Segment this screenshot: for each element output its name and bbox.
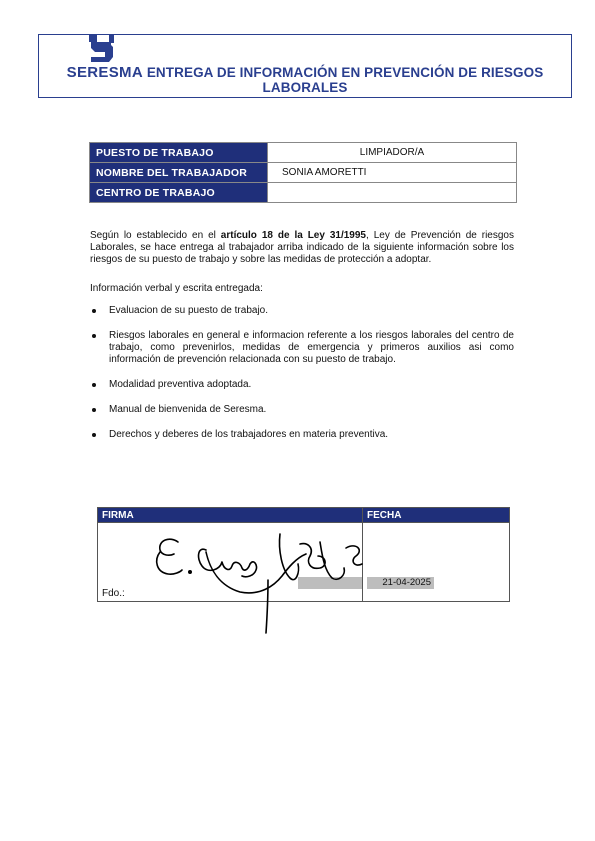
- paragraph-text: Según lo establecido en el: [90, 230, 221, 241]
- fecha-header: FECHA: [363, 508, 510, 523]
- seresma-logo-icon: [89, 35, 115, 63]
- fdo-label: Fdo.:: [102, 588, 125, 599]
- law-reference: artículo 18 de la Ley 31/1995: [220, 230, 366, 241]
- row-label: CENTRO DE TRABAJO: [90, 183, 268, 203]
- row-value: LIMPIADOR/A: [268, 143, 517, 163]
- table-row: [90, 183, 517, 203]
- signature-table: [97, 507, 510, 602]
- signature-cell: [98, 523, 363, 602]
- row-label: NOMBRE DEL TRABAJADOR: [90, 163, 268, 183]
- paragraph-text: , Ley de Prevención de riesgos Laborales, se hace entrega al trabajador arriba indicado de la siguiente información sobre los riesgos de su puesto de trabajo y sobre las medidas de protección a adoptar.: [90, 230, 514, 265]
- delivered-items-list: [90, 305, 514, 454]
- row-value: [268, 183, 517, 203]
- signature-line-shading: [298, 577, 362, 589]
- info-delivered-heading: Información verbal y escrita entregada:: [90, 283, 263, 294]
- brand-name: SERESMA: [66, 64, 143, 81]
- document-title: [39, 65, 571, 95]
- document-header: [38, 34, 572, 98]
- table-row: [90, 143, 517, 163]
- title-text: ENTREGA DE INFORMACIÓN EN PREVENCIÓN DE RIESGOS LABORALES: [146, 65, 544, 95]
- row-label: PUESTO DE TRABAJO: [90, 143, 268, 163]
- list-item: Riesgos laborales en general e informacion referente a los riesgos laborales del centro de trabajo, como prevenirlos, medidas de emergencia y primeros auxilios asi como información de prevención relacionada con su puesto de trabajo.: [90, 330, 514, 366]
- list-item: Derechos y deberes de los trabajadores en materia preventiva.: [90, 429, 514, 441]
- list-item: Manual de bienvenida de Seresma.: [90, 404, 514, 416]
- table-row: [90, 163, 517, 183]
- date-value: 21-04-2025: [367, 577, 434, 589]
- job-info-table: [89, 142, 517, 203]
- legal-paragraph: [90, 230, 514, 266]
- list-item: Modalidad preventiva adoptada.: [90, 379, 514, 391]
- row-value: SONIA AMORETTI: [268, 163, 517, 183]
- list-item: Evaluacion de su puesto de trabajo.: [90, 305, 514, 317]
- firma-header: FIRMA: [98, 508, 363, 523]
- date-cell: [363, 523, 510, 602]
